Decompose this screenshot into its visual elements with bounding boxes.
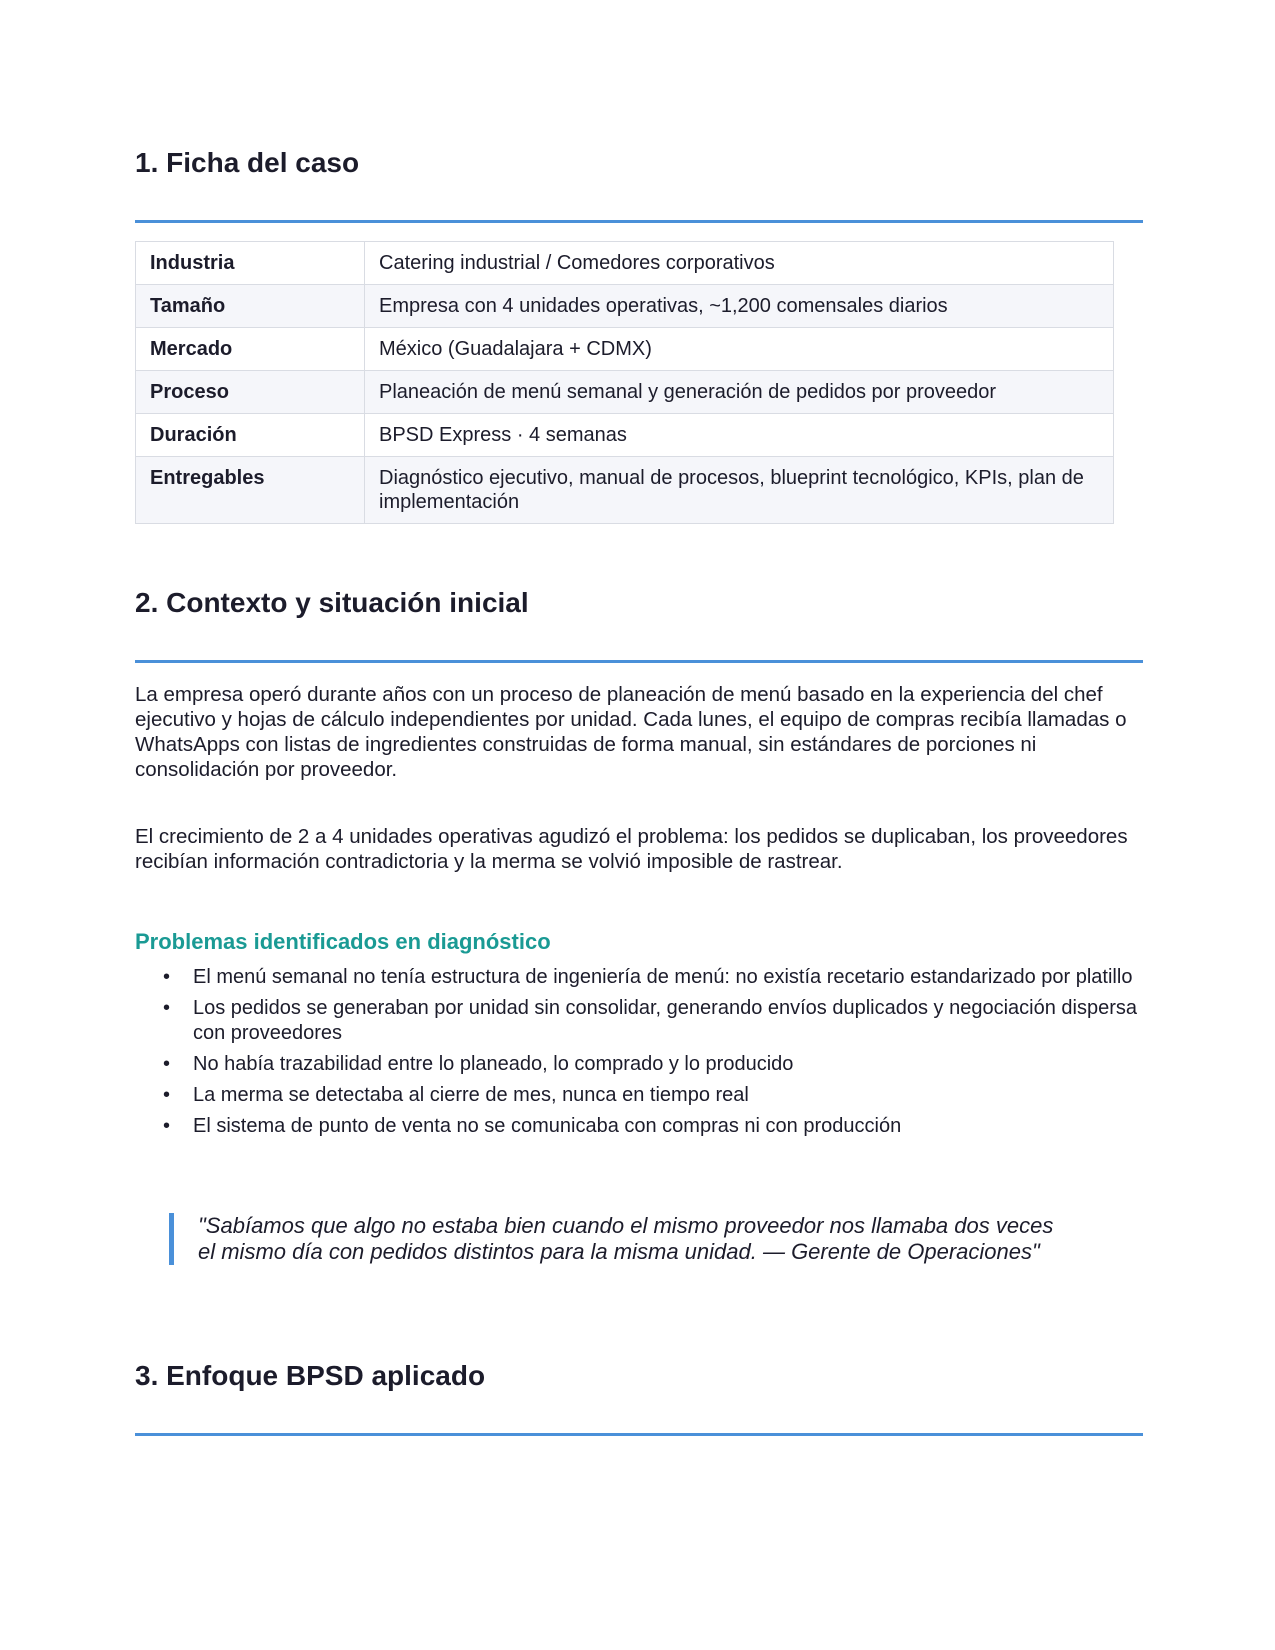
row-value: Planeación de menú semanal y generación de pedidos por proveedor (365, 371, 1114, 414)
section-2-title: 2. Contexto y situación inicial (135, 587, 529, 618)
list-item (135, 1052, 1143, 1077)
list-item-text: La merma se detectaba al cierre de mes, nunca en tiempo real (193, 1084, 749, 1106)
section-3-divider (135, 1433, 1143, 1436)
list-item (135, 1114, 1143, 1139)
row-key: Duración (136, 414, 365, 457)
context-paragraph-2: El crecimiento de 2 a 4 unidades operativas agudizó el problema: los pedidos se duplicaban, los proveedores recibían información contradictoria y la merma se volvió imposible de rastrear. (135, 825, 1128, 873)
table-row (136, 242, 1114, 285)
section-1-divider (135, 220, 1143, 223)
row-value: Empresa con 4 unidades operativas, ~1,200 comensales diarios (365, 285, 1114, 328)
table-row (136, 285, 1114, 328)
section-3-title: 3. Enfoque BPSD aplicado (135, 1360, 486, 1391)
bullet-icon: • (163, 997, 171, 1019)
list-item-text: El sistema de punto de venta no se comunicaba con compras ni con producción (193, 1115, 902, 1137)
context-paragraph-1: La empresa operó durante años con un proceso de planeación de menú basado en la experiencia del chef ejecutivo y hojas de cálculo independientes por unidad. Cada lunes, el equipo de compras recibía llamadas o WhatsApps con listas de ingredientes construidas de forma manual, sin estándares de porciones ni consolidación por proveedor. (135, 683, 1127, 781)
problems-list (135, 965, 1143, 1145)
case-facts-table (135, 241, 1114, 524)
row-value: México (Guadalajara + CDMX) (365, 328, 1114, 371)
row-key: Tamaño (136, 285, 365, 328)
list-item-text: Los pedidos se generaban por unidad sin consolidar, generando envíos duplicados y negociación dispersa con proveedores (193, 997, 1137, 1044)
table-row (136, 457, 1114, 524)
list-item (135, 1083, 1143, 1108)
table-row (136, 371, 1114, 414)
section-1-title: 1. Ficha del caso (135, 147, 360, 178)
testimonial-quote: "Sabíamos que algo no estaba bien cuando el mismo proveedor nos llamaba dos veces el mismo día con pedidos distintos para la misma unidad. — Gerente de Operaciones" (169, 1213, 1058, 1265)
table-row (136, 328, 1114, 371)
row-value: Catering industrial / Comedores corporativos (365, 242, 1114, 285)
problems-subheading: Problemas identificados en diagnóstico (135, 929, 551, 954)
row-key: Mercado (136, 328, 365, 371)
table-row (136, 414, 1114, 457)
bullet-icon: • (163, 1115, 171, 1137)
row-value: BPSD Express · 4 semanas (365, 414, 1114, 457)
list-item (135, 996, 1143, 1046)
list-item-text: No había trazabilidad entre lo planeado, lo comprado y lo producido (193, 1053, 794, 1075)
row-key: Proceso (136, 371, 365, 414)
list-item-text: El menú semanal no tenía estructura de ingeniería de menú: no existía recetario estandarizado por platillo (193, 966, 1133, 988)
section-2-divider (135, 660, 1143, 663)
row-key: Entregables (136, 457, 365, 524)
bullet-icon: • (163, 1084, 171, 1106)
row-key: Industria (136, 242, 365, 285)
row-value: Diagnóstico ejecutivo, manual de procesos, blueprint tecnológico, KPIs, plan de implementación (365, 457, 1114, 524)
list-item (135, 965, 1143, 990)
bullet-icon: • (163, 1053, 171, 1075)
bullet-icon: • (163, 966, 171, 988)
